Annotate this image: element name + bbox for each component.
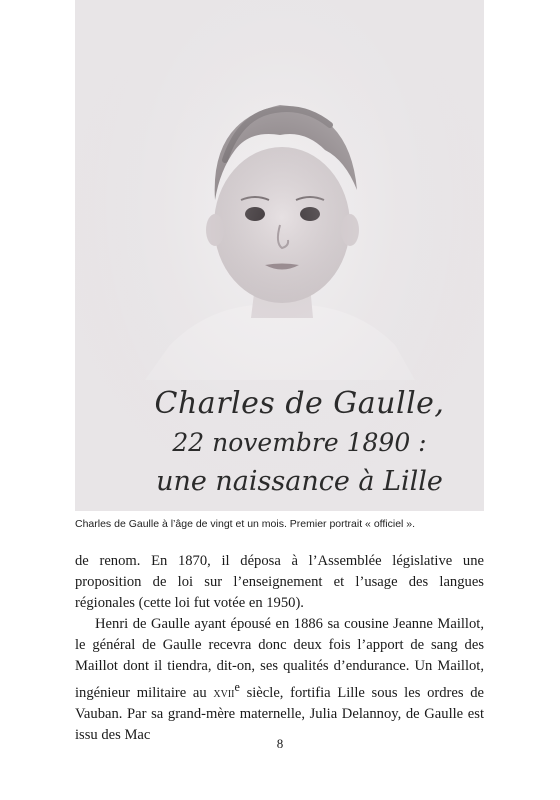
photo-caption: Charles de Gaulle à l’âge de vingt et un mois. Premier portrait « officiel ». [75,518,416,530]
century-numeral: xvii [213,684,235,701]
photo-title-line3: une naissance à Lille [156,466,443,497]
portrait-photo [75,0,484,511]
century-superscript: e [234,680,240,694]
paragraph-2-start: Henri de Gaulle ayant épousé en 1886 sa cousine Jeanne Maillot, le général de Gaulle recevra donc deux fois l’apport de sang des Maillot dont il tiendra, dit-on, ses qualités d’endurance. Un Maillot, ingénieur militaire au [75,616,484,701]
body-text [75,551,484,746]
photo-title-line2: 22 novembre 1890 : [172,428,427,457]
paragraph-2-end: siècle, fortifia Lille sous les ordres de Vauban. Par sa grand-mère maternelle, Julia Delannoy, de Gaulle est issu des Mac [75,684,484,743]
photo-title-line1: Charles de Gaulle, [154,386,445,421]
paragraph-1: de renom. En 1870, il déposa à l’Assemblée législative une proposition de loi sur l’enseignement et l’usage des langues régionales (cette loi fut votée en 1950). [75,553,484,611]
page-number: 8 [276,736,284,751]
paragraph-2 [75,614,484,746]
